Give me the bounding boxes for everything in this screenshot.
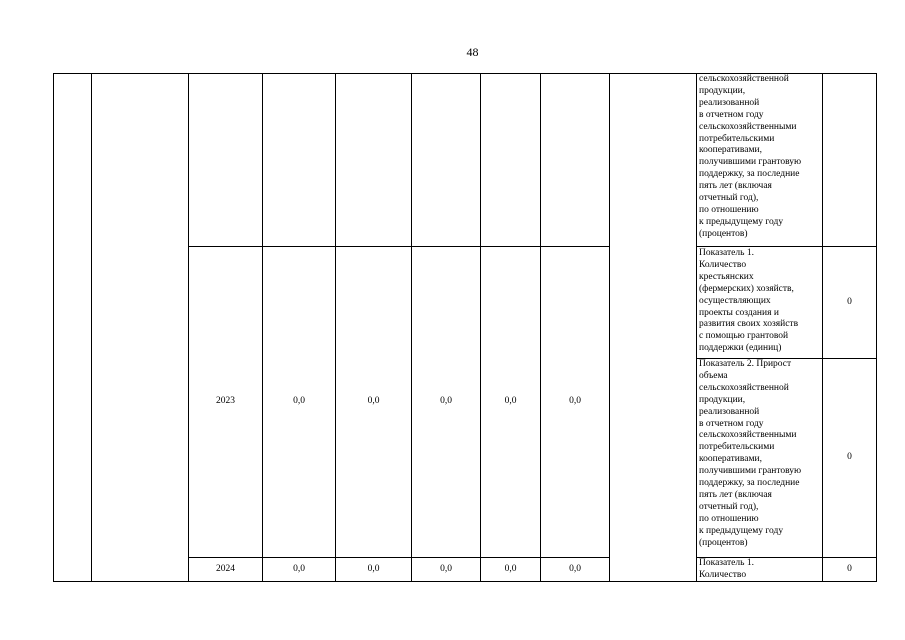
target-value-cell: 0 (847, 563, 852, 574)
col-border (53, 73, 54, 582)
value-cell: 0,0 (569, 396, 581, 407)
indicator-text: Показатель 1. Количество (699, 558, 754, 580)
value-cell: 0,0 (504, 396, 517, 407)
col-border (91, 73, 92, 582)
value-cell: 0,0 (293, 563, 305, 574)
value-cell: 0,0 (504, 563, 517, 574)
target-value-cell: 0 (847, 296, 852, 307)
col-border (609, 73, 610, 582)
target-value-cell: 0 (847, 452, 852, 463)
indicator-text: сельскохозяйственной продукции, реализованной в отчетном году сельскохозяйственными потребительскими кооперативами, получившими грантовую поддержку, за последние пять лет (включая отчетный год), по отношению к предыдущему году (процентов) (699, 74, 802, 239)
year-cell: 2024 (216, 563, 235, 574)
value-cell: 0,0 (367, 396, 380, 407)
page-number: 48 (466, 45, 479, 59)
value-cell: 0,0 (440, 396, 452, 407)
table-border-bottom (53, 581, 876, 582)
year-cell: 2023 (216, 396, 235, 407)
value-cell: 0,0 (293, 396, 305, 407)
value-cell: 0,0 (569, 563, 581, 574)
value-cell: 0,0 (440, 563, 452, 574)
col-border (696, 73, 697, 582)
col-border (876, 73, 877, 582)
indicator-text: Показатель 2. Прирост объема сельскохозяйственной продукции, реализованной в отчетном году сельскохозяйственными потребительскими кооперативами, получившими грантовую поддержку, за последние пять лет (включая отчетный год), по отношению к предыдущему году (процентов) (699, 359, 802, 548)
value-cell: 0,0 (367, 563, 380, 574)
indicator-text: Показатель 1. Количество крестьянских (фермерских) хозяйств, осуществляющих проекты создания и развития своих хозяйств с помощью грантовой поддержки (единиц) (699, 248, 799, 354)
